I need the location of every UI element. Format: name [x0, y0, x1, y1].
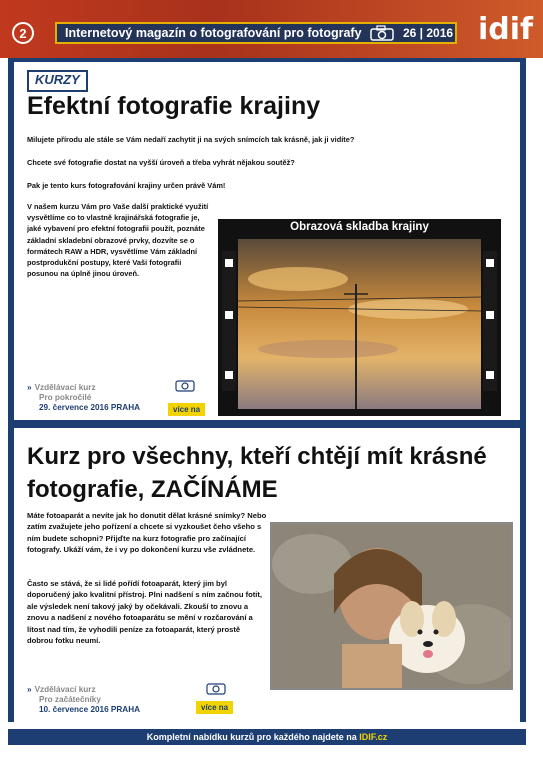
section-divider	[8, 420, 526, 428]
more-info-button[interactable]: více na	[168, 403, 205, 416]
arrow-icon: »	[27, 383, 32, 392]
paragraph: Máte fotoaparát a nevíte jak ho donutit dělat krásné snímky? Nebo zatím zvažujete jeho pořízení a chcete si vyzkoušet čeho všeho s ním budete schopni? Přijďte na kurz fotografie pro začínající fotografy. Ukáží vám, že i vy po dokončení kurzu vše zvládnete.	[27, 511, 267, 555]
page-number: 2	[12, 22, 34, 44]
header-title-bar	[55, 22, 457, 44]
course-date: 29. července 2016 PRAHA	[39, 403, 141, 412]
paragraph: V našem kurzu Vám pro Vaše další praktické využití vysvětlíme co to vlastně krajinářská fotografie je, jaké vybavení pro efektní fotografii použít, poznáte základní skladební obrazové prvky, dozvíte se o formátech RAW a HDR, vysvětlíme Vám základní postprodukční postupy, které Vaši fotografii posunou na úplně jinou úroveň.	[27, 202, 209, 279]
paragraph: Milujete přírodu ale stále se Vám nedaří zachytit ji na svých snímcích tak krásně, jak ji vidíte?	[27, 135, 355, 144]
film-strip-right	[483, 251, 497, 391]
section-badge: KURZY	[27, 70, 88, 92]
arrow-icon: »	[27, 685, 32, 694]
article-title: Efektní fotografie krajiny	[27, 92, 321, 120]
camera-icon	[175, 378, 195, 392]
article-title: Kurz pro všechny, kteří chtějí mít krásné fotografie, ZAČÍNÁME	[27, 443, 487, 503]
magazine-title: Internetový magazín o fotografování pro fotografy	[65, 26, 362, 40]
girl-with-puppy-image	[272, 524, 511, 688]
paragraph: Pak je tento kurs fotografování krajiny určen právě Vám!	[27, 181, 226, 190]
course-info	[27, 383, 140, 413]
course-level: Pro začátečníky	[39, 695, 101, 704]
frame-top	[8, 58, 526, 62]
photo-caption: Obrazová skladba krajiny	[290, 221, 429, 233]
page-header	[0, 0, 543, 58]
paragraph: Chcete své fotografie dostat na vyšší úroveň a třeba vyhrát nějakou soutěž?	[27, 158, 295, 167]
frame-right	[520, 60, 526, 722]
girl-with-puppy-photo	[270, 522, 513, 690]
course-level: Pro pokročilé	[39, 393, 92, 402]
issue-number: 26 | 2016	[403, 26, 454, 40]
paragraph: Často se stává, že si lidé pořídí fotoaparát, který jim byl doporučený jako kvalitní přístroj. Plni nadšení s ním začnou fotit, ale výsledek není takový jaký by očekávali. Zkouší to znovu a znovu a nadšení z nového fotoaparátu se mění v rozčarování a lítost nad tím, že vyhodili peníze za fotoaparát, který prostě dobrou fotku neumí.	[27, 579, 263, 646]
camera-icon	[206, 681, 226, 695]
frame-left	[8, 60, 14, 722]
footer-link[interactable]: IDIF.cz	[359, 732, 388, 742]
course-info	[27, 685, 140, 715]
course-type: Vzdělávací kurz	[34, 383, 96, 392]
idif-logo[interactable]: idif	[478, 12, 534, 47]
film-strip-left	[222, 251, 236, 391]
footer-text: Kompletní nabídku kurzů pro každého najdete na	[146, 732, 357, 742]
landscape-photo	[218, 219, 501, 416]
course-type: Vzdělávací kurz	[34, 685, 96, 694]
sunset-sky-image	[238, 239, 481, 409]
more-info-button[interactable]: více na	[196, 701, 233, 714]
course-date: 10. července 2016 PRAHA	[39, 705, 141, 714]
camera-icon	[369, 25, 395, 41]
page-footer	[8, 729, 526, 745]
